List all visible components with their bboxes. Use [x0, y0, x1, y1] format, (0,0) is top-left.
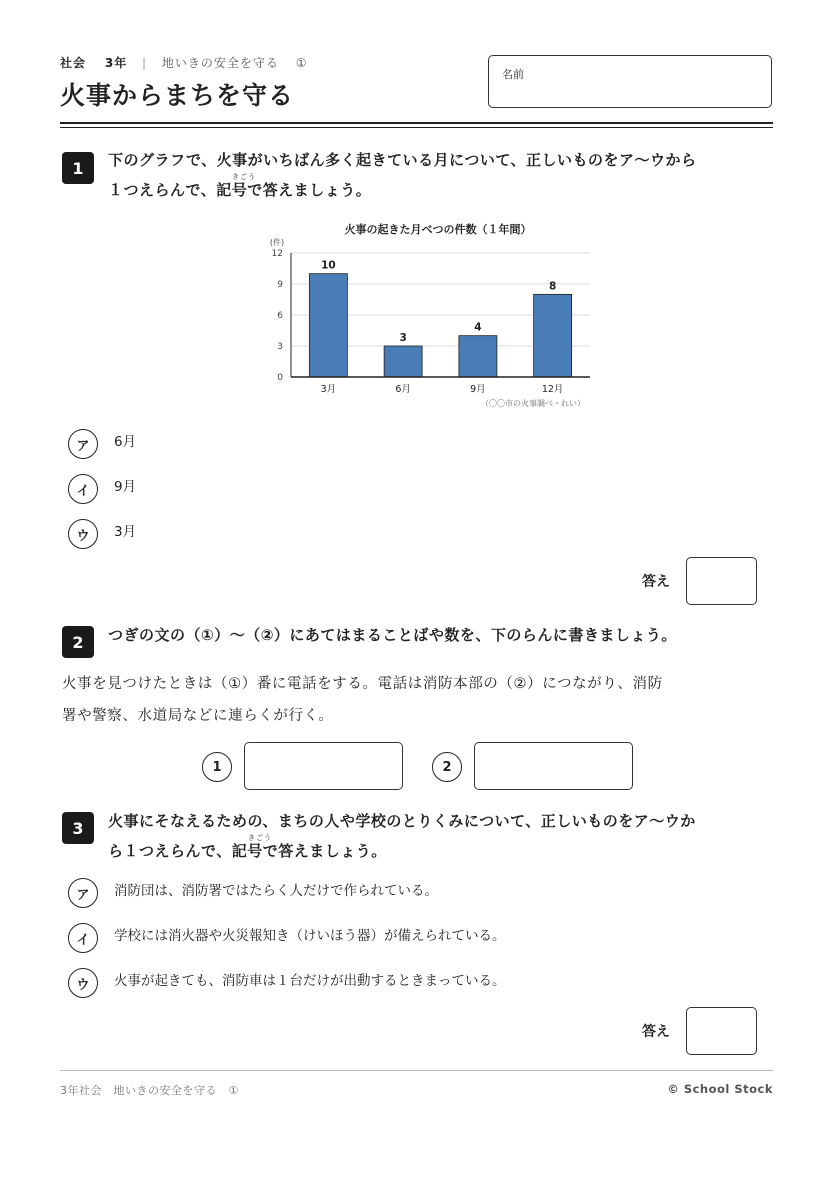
bar-3月 — [309, 274, 347, 377]
bar-12月 — [534, 294, 572, 377]
bar-6月 — [384, 346, 422, 377]
bar-value-label: 10 — [321, 259, 336, 272]
question-1-line1: 下のグラフで、火事がいちばん多く起きている月について、正しいものをア～ウから — [108, 151, 697, 169]
blank-1-answer-box[interactable] — [244, 742, 403, 790]
question-2-text: つぎの文の（①）～（②）にあてはまることばや数を、下のらんに書きましょう。 — [108, 626, 677, 644]
chart-source-note: （〇〇市の火事調べ・れい） — [481, 399, 585, 408]
header-rule-thin — [60, 127, 773, 128]
x-tick-label: 12月 — [541, 384, 564, 395]
unit-label: 地いきの安全を守る — [161, 56, 279, 70]
y-tick-label: 9 — [277, 280, 283, 290]
blank-2-marker: 2 — [432, 752, 462, 782]
header-divider: | — [142, 56, 148, 70]
bar-value-label: 8 — [548, 280, 557, 293]
bar-value-label: 3 — [399, 332, 407, 344]
bar-9月 — [459, 336, 497, 377]
q3-option-a-mark[interactable]: ア — [68, 878, 98, 908]
q1-option-i-mark[interactable]: イ — [68, 474, 98, 504]
page-title: 火事からまちを守る — [60, 81, 295, 110]
q3-option-a-text: 消防団は、消防署ではたらく人だけで作られている。 — [114, 883, 438, 899]
y-tick-label: 3 — [277, 342, 283, 352]
q3-option-u-mark[interactable]: ウ — [68, 968, 98, 998]
question-1-number: 1 — [62, 152, 94, 184]
q1-option-a-mark[interactable]: ア — [68, 429, 98, 459]
q1-option-u-text: 3月 — [114, 524, 137, 540]
blank-2-answer-box[interactable] — [474, 742, 633, 790]
footer-rule — [60, 1070, 773, 1071]
question-3-line2: ら１つえらんで、記号で答えましょう。 — [108, 842, 387, 860]
q1-option-u-mark[interactable]: ウ — [68, 519, 98, 549]
bar-value-label: 4 — [474, 321, 482, 334]
question-1-ruby: きごう — [232, 173, 256, 181]
x-tick-label: 9月 — [470, 384, 486, 395]
question-3-number: 3 — [62, 812, 94, 844]
y-tick-label: 6 — [277, 311, 283, 321]
name-field[interactable] — [488, 55, 772, 108]
y-tick-label: 12 — [271, 249, 283, 259]
fire-count-bar-chart — [255, 215, 600, 415]
q2-passage-line2: 署や警察、水道局などに連らくが行く。 — [62, 708, 334, 724]
name-label: 名前 — [502, 68, 524, 81]
y-axis-unit: (件) — [269, 238, 285, 247]
q3-answer-box[interactable] — [686, 1007, 757, 1055]
header-rule-thick — [60, 122, 773, 124]
question-2-number: 2 — [62, 626, 94, 658]
q3-option-i-mark[interactable]: イ — [68, 923, 98, 953]
grade-label: 3年 — [104, 56, 128, 70]
q1-answer-box[interactable] — [686, 557, 757, 605]
q3-option-u-text: 火事が起きても、消防車は１台だけが出動するときまっている。 — [114, 973, 506, 989]
footer-left-text: 3年社会 地いきの安全を守る ① — [60, 1084, 239, 1097]
question-3-line1: 火事にそなえるための、まちの人や学校のとりくみについて、正しいものをア～ウか — [108, 812, 696, 830]
x-tick-label: 6月 — [395, 384, 411, 395]
unit-number: ① — [295, 56, 308, 70]
q2-passage-line1: 火事を見つけたときは（①）番に電話をする。電話は消防本部の（②）につながり、消防 — [62, 676, 663, 692]
q3-option-i-text: 学校には消火器や火災報知き（けいほう器）が備えられている。 — [114, 928, 506, 944]
q1-answer-label: 答え — [642, 574, 670, 590]
footer-copyright: © School Stock — [667, 1082, 773, 1096]
q1-option-a-text: 6月 — [114, 434, 137, 450]
question-3-ruby: きごう — [248, 834, 272, 842]
q1-option-i-text: 9月 — [114, 479, 137, 495]
q3-answer-label: 答え — [642, 1024, 670, 1040]
header-subtitle — [60, 54, 308, 71]
x-tick-label: 3月 — [320, 384, 337, 395]
question-1-line2: １つえらんで、記号で答えましょう。 — [108, 181, 372, 199]
blank-1-marker: 1 — [202, 752, 232, 782]
subject-label: 社会 — [60, 56, 87, 70]
y-tick-label: 0 — [277, 373, 283, 383]
chart-title: 火事の起きた月べつの件数（１年間） — [344, 223, 532, 236]
